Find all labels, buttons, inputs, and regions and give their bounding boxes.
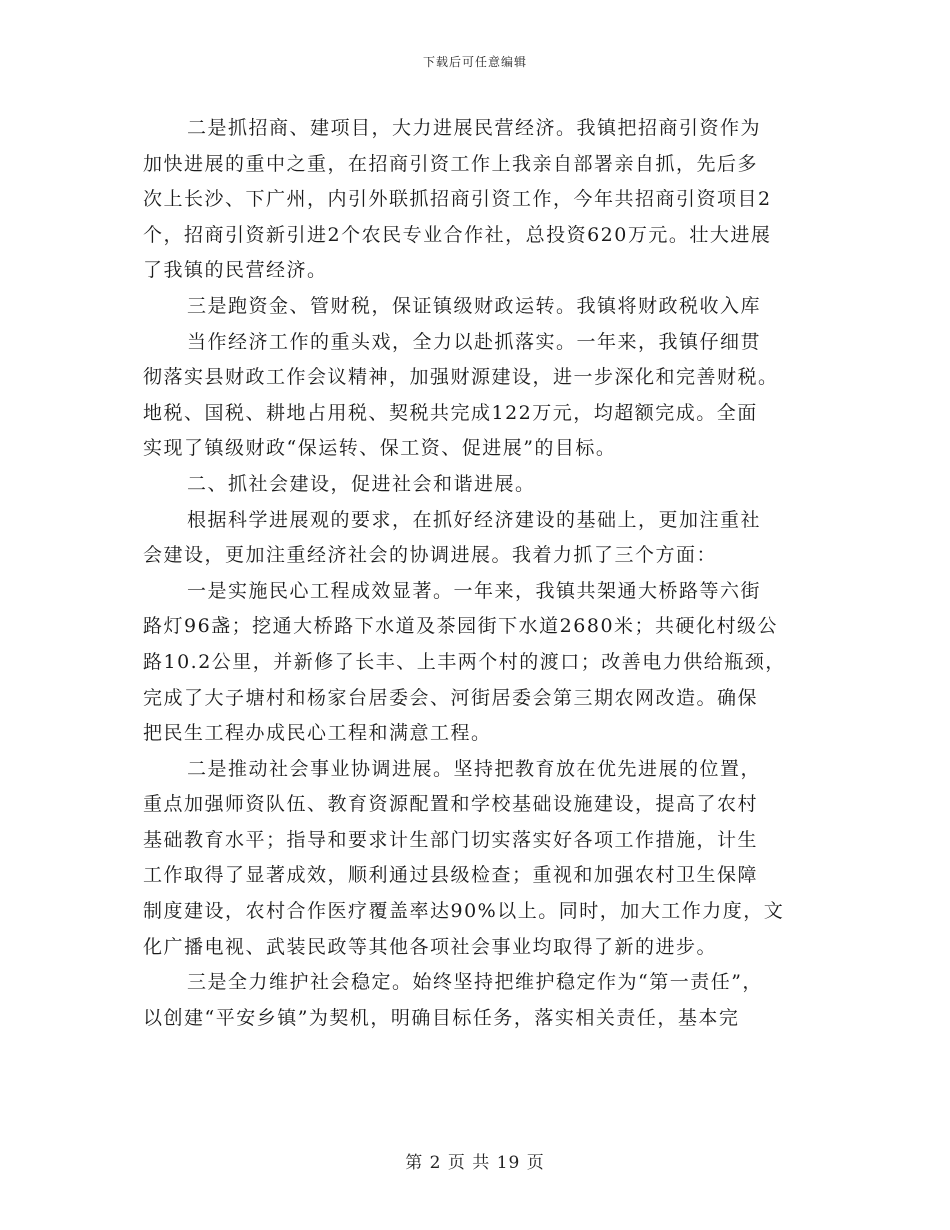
text-line: 基础教育水平；指导和要求计生部门切实落实好各项工作措施，计生 xyxy=(143,828,759,851)
text-line: 完成了大子塘村和杨家台居委会、河街居委会第三期农网改造。确保 xyxy=(143,686,759,709)
text-line: 地税、国税、耕地占用税、契税共完成122万元，均超额完成。全面 xyxy=(143,401,758,424)
text-line: 次上长沙、下广州，内引外联抓招商引资工作，今年共招商引资项目2 xyxy=(143,188,772,211)
page-header: 下载后可任意编辑 xyxy=(422,55,527,69)
text-line: 个，招商引资新引进2个农民专业合作社，总投资620万元。壮大进展 xyxy=(143,223,772,246)
section-heading: 二、抓社会建设，促进社会和谐进展。 xyxy=(187,472,536,495)
text-line: 路灯96盏；挖通大桥路下水道及茶园街下水道2680米；共硬化村级公 xyxy=(143,615,779,638)
text-line: 会建设，更加注重经济社会的协调进展。我着力抓了三个方面： xyxy=(143,544,718,567)
text-line: 工作取得了显著成效，顺利通过县级检查；重视和加强农村卫生保障 xyxy=(143,864,759,887)
text-line: 当作经济工作的重头戏，全力以赴抓落实。一年来，我镇仔细贯 xyxy=(187,330,762,353)
text-line: 了我镇的民营经济。 xyxy=(143,259,328,282)
text-line: 化广播电视、武装民政等其他各项社会事业均取得了新的进步。 xyxy=(143,935,718,958)
text-line: 实现了镇级财政“保运转、保工资、促进展”的目标。 xyxy=(143,437,617,460)
text-line: 以创建“平安乡镇”为契机，明确目标任务，落实相关责任，基本完 xyxy=(143,1006,740,1029)
page-number-footer: 第 2 页 共 19 页 xyxy=(405,1153,545,1173)
text-line: 把民生工程办成民心工程和满意工程。 xyxy=(143,722,492,745)
text-line: 一是实施民心工程成效显著。一年来，我镇共架通大桥路等六街 xyxy=(187,579,762,602)
text-line: 制度建设，农村合作医疗覆盖率达90%以上。同时，加大工作力度，文 xyxy=(143,900,785,923)
text-line: 三是跑资金、管财税，保证镇级财政运转。我镇将财政税收入库 xyxy=(187,294,762,317)
document-body xyxy=(143,111,813,1036)
text-line: 根据科学进展观的要求，在抓好经济建设的基础上，更加注重社 xyxy=(187,508,762,531)
text-line: 三是全力维护社会稳定。始终坚持把维护稳定作为“第一责任”， xyxy=(187,971,763,994)
text-line: 二是抓招商、建项目，大力进展民营经济。我镇把招商引资作为 xyxy=(187,117,762,139)
text-line: 路10.2公里，并新修了长丰、上丰两个村的渡口；改善电力供给瓶颈， xyxy=(143,650,786,673)
text-line: 加快进展的重中之重，在招商引资工作上我亲自部署亲自抓，先后多 xyxy=(143,152,759,175)
text-line: 彻落实县财政工作会议精神，加强财源建设，进一步深化和完善财税。 xyxy=(143,366,779,389)
text-line: 重点加强师资队伍、教育资源配置和学校基础设施建设，提高了农村 xyxy=(143,793,759,816)
text-line: 二是推动社会事业协调进展。坚持把教育放在优先进展的位置， xyxy=(187,757,762,780)
